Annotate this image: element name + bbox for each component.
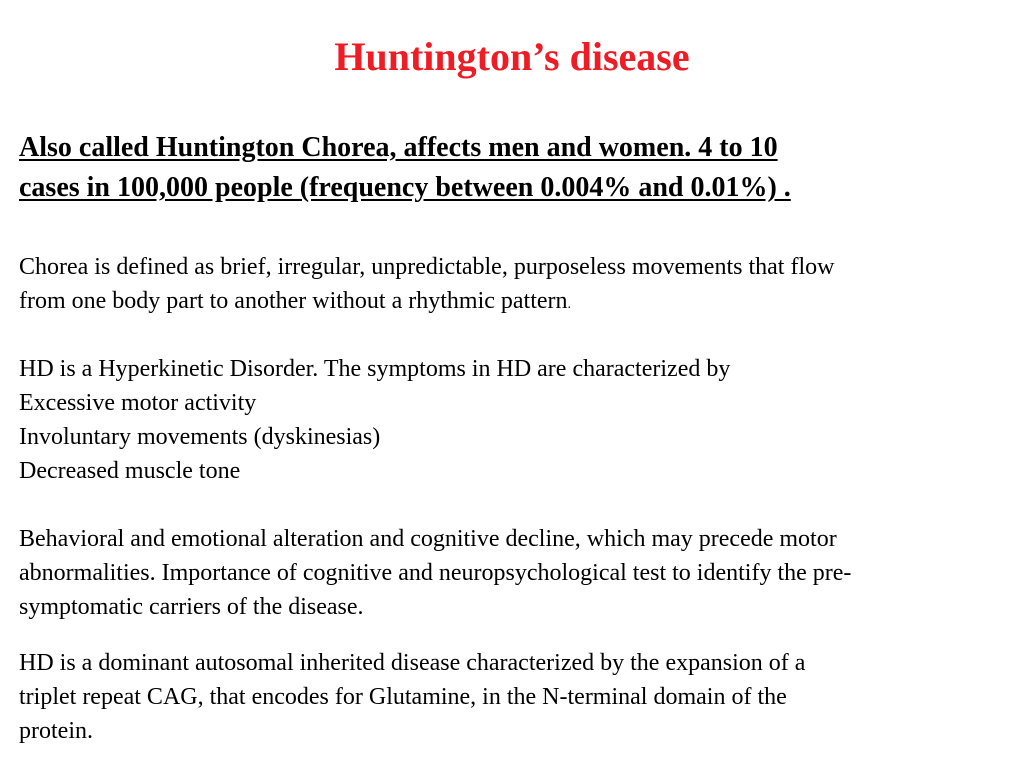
chorea-line-2-text: from one body part to another without a rhythmic pattern [19, 288, 568, 314]
hyperkinetic-intro: HD is a Hyperkinetic Disorder. The symptoms in HD are characterized by [19, 356, 731, 382]
chorea-definition [19, 250, 1014, 322]
inheritance-line-3: protein. [19, 718, 93, 744]
inheritance-line-2: triplet repeat CAG, that encodes for Glutamine, in the N-terminal domain of the [19, 684, 787, 710]
symptom-item: Decreased muscle tone [19, 458, 241, 484]
chorea-line-1: Chorea is defined as brief, irregular, unpredictable, purposeless movements that flow [19, 254, 835, 280]
symptom-item: Excessive motor activity [19, 390, 257, 416]
lead-statement [19, 128, 1009, 208]
symptom-item: Involuntary movements (dyskinesias) [19, 424, 381, 450]
slide-title: Huntington’s disease [334, 34, 690, 79]
lead-line-2: cases in 100,000 people (frequency between 0.004% and 0.01%) . [19, 172, 791, 203]
hyperkinetic-paragraph [19, 352, 1014, 488]
behavioral-line-1: Behavioral and emotional alteration and cognitive decline, which may precede motor [19, 526, 837, 552]
inheritance-line-1: HD is a dominant autosomal inherited disease characterized by the expansion of a [19, 650, 806, 676]
behavioral-line-2: abnormalities. Importance of cognitive and neuropsychological test to identify the pre- [19, 560, 852, 586]
chorea-line-2-period: . [567, 297, 572, 312]
behavioral-paragraph [19, 522, 1014, 624]
behavioral-line-3: symptomatic carriers of the disease. [19, 594, 364, 620]
chorea-line-2 [19, 284, 1014, 322]
inheritance-paragraph [19, 646, 1014, 748]
lead-line-1: Also called Huntington Chorea, affects men and women. 4 to 10 [19, 132, 778, 163]
